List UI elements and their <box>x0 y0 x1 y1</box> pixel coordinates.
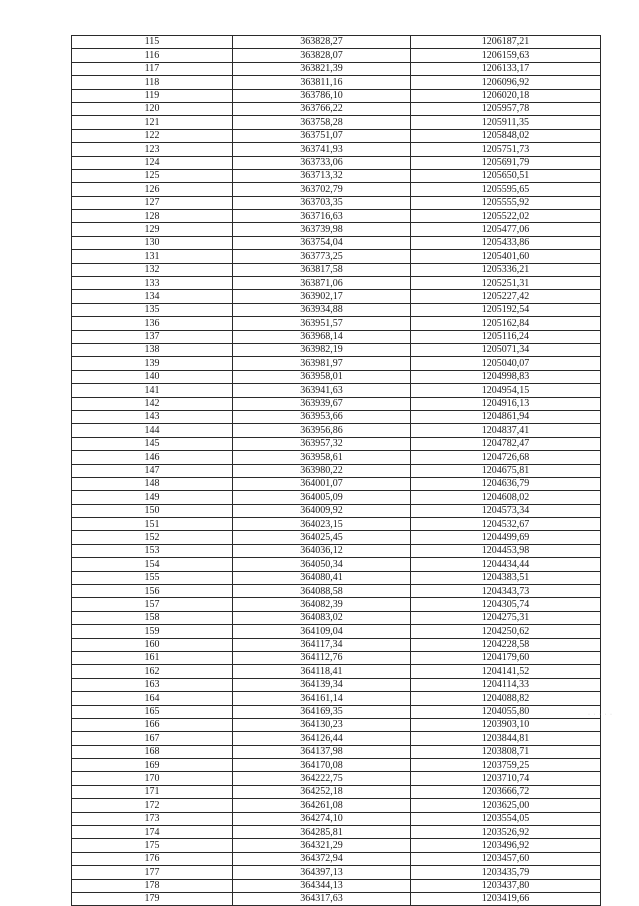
y-coordinate-cell: 1205650,51 <box>411 169 601 182</box>
table-row <box>72 49 601 62</box>
coordinates-table <box>71 35 601 906</box>
point-number-cell: 166 <box>72 718 233 731</box>
x-coordinate-cell: 363811,16 <box>233 76 411 89</box>
x-coordinate-cell: 364025,45 <box>233 531 411 544</box>
point-number-cell: 170 <box>72 772 233 785</box>
x-coordinate-cell: 364274,10 <box>233 812 411 825</box>
x-coordinate-cell: 363941,63 <box>233 384 411 397</box>
table-row <box>72 692 601 705</box>
point-number-cell: 163 <box>72 678 233 691</box>
table-row <box>72 678 601 691</box>
x-coordinate-cell: 363739,98 <box>233 223 411 236</box>
x-coordinate-cell: 363934,88 <box>233 303 411 316</box>
table-row <box>72 491 601 504</box>
y-coordinate-cell: 1204250,62 <box>411 625 601 638</box>
point-number-cell: 174 <box>72 826 233 839</box>
x-coordinate-cell: 363733,06 <box>233 156 411 169</box>
table-row <box>72 745 601 758</box>
table-row <box>72 303 601 316</box>
y-coordinate-cell: 1204114,33 <box>411 678 601 691</box>
table-row <box>72 143 601 156</box>
y-coordinate-cell: 1203903,10 <box>411 718 601 731</box>
table-row <box>72 290 601 303</box>
table-row <box>72 169 601 182</box>
point-number-cell: 127 <box>72 196 233 209</box>
y-coordinate-cell: 1204726,68 <box>411 451 601 464</box>
x-coordinate-cell: 364161,14 <box>233 692 411 705</box>
table-row <box>72 705 601 718</box>
point-number-cell: 147 <box>72 464 233 477</box>
x-coordinate-cell: 364109,04 <box>233 625 411 638</box>
y-coordinate-cell: 1204954,15 <box>411 384 601 397</box>
y-coordinate-cell: 1205162,84 <box>411 317 601 330</box>
y-coordinate-cell: 1204141,52 <box>411 665 601 678</box>
table-row <box>72 317 601 330</box>
x-coordinate-cell: 363951,57 <box>233 317 411 330</box>
point-number-cell: 159 <box>72 625 233 638</box>
y-coordinate-cell: 1203710,74 <box>411 772 601 785</box>
x-coordinate-cell: 363939,67 <box>233 397 411 410</box>
x-coordinate-cell: 363957,32 <box>233 437 411 450</box>
x-coordinate-cell: 363980,22 <box>233 464 411 477</box>
x-coordinate-cell: 363956,86 <box>233 424 411 437</box>
table-row <box>72 410 601 423</box>
y-coordinate-cell: 1203554,05 <box>411 812 601 825</box>
table-row <box>72 826 601 839</box>
point-number-cell: 154 <box>72 558 233 571</box>
table-row <box>72 665 601 678</box>
x-coordinate-cell: 364023,15 <box>233 518 411 531</box>
point-number-cell: 121 <box>72 116 233 129</box>
y-coordinate-cell: 1204228,58 <box>411 638 601 651</box>
x-coordinate-cell: 363981,97 <box>233 357 411 370</box>
y-coordinate-cell: 1203844,81 <box>411 732 601 745</box>
y-coordinate-cell: 1203419,66 <box>411 893 601 906</box>
y-coordinate-cell: 1206159,63 <box>411 49 601 62</box>
point-number-cell: 142 <box>72 397 233 410</box>
y-coordinate-cell: 1204434,44 <box>411 558 601 571</box>
table-row <box>72 611 601 624</box>
y-coordinate-cell: 1204916,13 <box>411 397 601 410</box>
point-number-cell: 119 <box>72 89 233 102</box>
point-number-cell: 144 <box>72 424 233 437</box>
y-coordinate-cell: 1205477,06 <box>411 223 601 236</box>
point-number-cell: 178 <box>72 879 233 892</box>
coordinates-table-body <box>72 36 601 906</box>
y-coordinate-cell: 1203496,92 <box>411 839 601 852</box>
y-coordinate-cell: 1205116,24 <box>411 330 601 343</box>
x-coordinate-cell: 364083,02 <box>233 611 411 624</box>
table-row <box>72 839 601 852</box>
x-coordinate-cell: 363958,61 <box>233 451 411 464</box>
table-row <box>72 196 601 209</box>
table-row <box>72 183 601 196</box>
y-coordinate-cell: 1205336,21 <box>411 263 601 276</box>
x-coordinate-cell: 363953,66 <box>233 410 411 423</box>
x-coordinate-cell: 364112,76 <box>233 651 411 664</box>
table-row <box>72 451 601 464</box>
x-coordinate-cell: 363821,39 <box>233 62 411 75</box>
y-coordinate-cell: 1203435,79 <box>411 866 601 879</box>
y-coordinate-cell: 1206187,21 <box>411 36 601 49</box>
x-coordinate-cell: 363716,63 <box>233 210 411 223</box>
y-coordinate-cell: 1203437,80 <box>411 879 601 892</box>
y-coordinate-cell: 1205071,34 <box>411 343 601 356</box>
x-coordinate-cell: 363786,10 <box>233 89 411 102</box>
point-number-cell: 120 <box>72 102 233 115</box>
x-coordinate-cell: 363758,28 <box>233 116 411 129</box>
y-coordinate-cell: 1205522,02 <box>411 210 601 223</box>
y-coordinate-cell: 1204573,34 <box>411 504 601 517</box>
point-number-cell: 176 <box>72 852 233 865</box>
table-row <box>72 571 601 584</box>
point-number-cell: 140 <box>72 370 233 383</box>
table-row <box>72 718 601 731</box>
table-row <box>72 263 601 276</box>
point-number-cell: 134 <box>72 290 233 303</box>
x-coordinate-cell: 364005,09 <box>233 491 411 504</box>
y-coordinate-cell: 1205040,07 <box>411 357 601 370</box>
y-coordinate-cell: 1204453,98 <box>411 544 601 557</box>
point-number-cell: 116 <box>72 49 233 62</box>
x-coordinate-cell: 364317,63 <box>233 893 411 906</box>
x-coordinate-cell: 363713,32 <box>233 169 411 182</box>
y-coordinate-cell: 1205595,65 <box>411 183 601 196</box>
y-coordinate-cell: 1204782,47 <box>411 437 601 450</box>
point-number-cell: 143 <box>72 410 233 423</box>
x-coordinate-cell: 364001,07 <box>233 477 411 490</box>
y-coordinate-cell: 1203666,72 <box>411 785 601 798</box>
table-row <box>72 102 601 115</box>
point-number-cell: 149 <box>72 491 233 504</box>
y-coordinate-cell: 1205227,42 <box>411 290 601 303</box>
point-number-cell: 122 <box>72 129 233 142</box>
x-coordinate-cell: 363703,35 <box>233 196 411 209</box>
y-coordinate-cell: 1203808,71 <box>411 745 601 758</box>
x-coordinate-cell: 364137,98 <box>233 745 411 758</box>
y-coordinate-cell: 1205555,92 <box>411 196 601 209</box>
x-coordinate-cell: 364036,12 <box>233 544 411 557</box>
y-coordinate-cell: 1204675,81 <box>411 464 601 477</box>
point-number-cell: 128 <box>72 210 233 223</box>
y-coordinate-cell: 1205911,35 <box>411 116 601 129</box>
point-number-cell: 139 <box>72 357 233 370</box>
point-number-cell: 157 <box>72 598 233 611</box>
y-coordinate-cell: 1203759,25 <box>411 759 601 772</box>
table-row <box>72 210 601 223</box>
point-number-cell: 153 <box>72 544 233 557</box>
x-coordinate-cell: 364344,13 <box>233 879 411 892</box>
table-row <box>72 531 601 544</box>
point-number-cell: 162 <box>72 665 233 678</box>
y-coordinate-cell: 1203625,00 <box>411 799 601 812</box>
point-number-cell: 158 <box>72 611 233 624</box>
point-number-cell: 136 <box>72 317 233 330</box>
table-row <box>72 76 601 89</box>
x-coordinate-cell: 364080,41 <box>233 571 411 584</box>
point-number-cell: 148 <box>72 477 233 490</box>
table-row <box>72 638 601 651</box>
scan-artifact: · · · · · <box>588 712 613 718</box>
x-coordinate-cell: 364118,41 <box>233 665 411 678</box>
y-coordinate-cell: 1204383,51 <box>411 571 601 584</box>
table-row <box>72 357 601 370</box>
table-row <box>72 116 601 129</box>
y-coordinate-cell: 1204088,82 <box>411 692 601 705</box>
table-row <box>72 785 601 798</box>
point-number-cell: 118 <box>72 76 233 89</box>
y-coordinate-cell: 1203526,92 <box>411 826 601 839</box>
x-coordinate-cell: 364050,34 <box>233 558 411 571</box>
point-number-cell: 161 <box>72 651 233 664</box>
x-coordinate-cell: 364252,18 <box>233 785 411 798</box>
x-coordinate-cell: 363741,93 <box>233 143 411 156</box>
x-coordinate-cell: 364397,13 <box>233 866 411 879</box>
y-coordinate-cell: 1204343,73 <box>411 585 601 598</box>
y-coordinate-cell: 1205192,54 <box>411 303 601 316</box>
y-coordinate-cell: 1204055,80 <box>411 705 601 718</box>
x-coordinate-cell: 364170,08 <box>233 759 411 772</box>
x-coordinate-cell: 363958,01 <box>233 370 411 383</box>
table-row <box>72 879 601 892</box>
point-number-cell: 160 <box>72 638 233 651</box>
table-row <box>72 236 601 249</box>
point-number-cell: 167 <box>72 732 233 745</box>
table-row <box>72 36 601 49</box>
y-coordinate-cell: 1206096,92 <box>411 76 601 89</box>
point-number-cell: 179 <box>72 893 233 906</box>
x-coordinate-cell: 364130,23 <box>233 718 411 731</box>
x-coordinate-cell: 363766,22 <box>233 102 411 115</box>
table-row <box>72 384 601 397</box>
x-coordinate-cell: 364117,34 <box>233 638 411 651</box>
table-row <box>72 370 601 383</box>
table-row <box>72 397 601 410</box>
point-number-cell: 124 <box>72 156 233 169</box>
x-coordinate-cell: 363968,14 <box>233 330 411 343</box>
point-number-cell: 152 <box>72 531 233 544</box>
x-coordinate-cell: 364321,29 <box>233 839 411 852</box>
x-coordinate-cell: 363828,27 <box>233 36 411 49</box>
table-row <box>72 464 601 477</box>
y-coordinate-cell: 1204861,94 <box>411 410 601 423</box>
point-number-cell: 156 <box>72 585 233 598</box>
point-number-cell: 135 <box>72 303 233 316</box>
x-coordinate-cell: 364082,39 <box>233 598 411 611</box>
table-row <box>72 518 601 531</box>
table-row <box>72 759 601 772</box>
x-coordinate-cell: 364009,92 <box>233 504 411 517</box>
y-coordinate-cell: 1204998,83 <box>411 370 601 383</box>
x-coordinate-cell: 364285,81 <box>233 826 411 839</box>
y-coordinate-cell: 1205401,60 <box>411 250 601 263</box>
y-coordinate-cell: 1204532,67 <box>411 518 601 531</box>
point-number-cell: 145 <box>72 437 233 450</box>
x-coordinate-cell: 364139,34 <box>233 678 411 691</box>
table-row <box>72 129 601 142</box>
table-row <box>72 330 601 343</box>
point-number-cell: 150 <box>72 504 233 517</box>
point-number-cell: 132 <box>72 263 233 276</box>
table-row <box>72 772 601 785</box>
y-coordinate-cell: 1204837,41 <box>411 424 601 437</box>
point-number-cell: 123 <box>72 143 233 156</box>
table-row <box>72 558 601 571</box>
x-coordinate-cell: 364222,75 <box>233 772 411 785</box>
table-row <box>72 585 601 598</box>
table-row <box>72 477 601 490</box>
point-number-cell: 168 <box>72 745 233 758</box>
table-row <box>72 250 601 263</box>
table-row <box>72 866 601 879</box>
x-coordinate-cell: 363751,07 <box>233 129 411 142</box>
point-number-cell: 126 <box>72 183 233 196</box>
point-number-cell: 173 <box>72 812 233 825</box>
table-row <box>72 799 601 812</box>
y-coordinate-cell: 1205433,86 <box>411 236 601 249</box>
table-row <box>72 62 601 75</box>
y-coordinate-cell: 1206020,18 <box>411 89 601 102</box>
point-number-cell: 165 <box>72 705 233 718</box>
x-coordinate-cell: 363817,58 <box>233 263 411 276</box>
table-row <box>72 852 601 865</box>
x-coordinate-cell: 363871,06 <box>233 277 411 290</box>
point-number-cell: 169 <box>72 759 233 772</box>
y-coordinate-cell: 1205751,73 <box>411 143 601 156</box>
table-row <box>72 223 601 236</box>
table-row <box>72 424 601 437</box>
table-row <box>72 544 601 557</box>
x-coordinate-cell: 363828,07 <box>233 49 411 62</box>
point-number-cell: 138 <box>72 343 233 356</box>
x-coordinate-cell: 364261,08 <box>233 799 411 812</box>
point-number-cell: 137 <box>72 330 233 343</box>
y-coordinate-cell: 1204305,74 <box>411 598 601 611</box>
point-number-cell: 125 <box>72 169 233 182</box>
table-row <box>72 893 601 906</box>
x-coordinate-cell: 364372,94 <box>233 852 411 865</box>
point-number-cell: 155 <box>72 571 233 584</box>
x-coordinate-cell: 363773,25 <box>233 250 411 263</box>
table-row <box>72 651 601 664</box>
point-number-cell: 129 <box>72 223 233 236</box>
y-coordinate-cell: 1204499,69 <box>411 531 601 544</box>
table-row <box>72 504 601 517</box>
table-row <box>72 598 601 611</box>
point-number-cell: 171 <box>72 785 233 798</box>
x-coordinate-cell: 364126,44 <box>233 732 411 745</box>
x-coordinate-cell: 363902,17 <box>233 290 411 303</box>
point-number-cell: 164 <box>72 692 233 705</box>
x-coordinate-cell: 363754,04 <box>233 236 411 249</box>
y-coordinate-cell: 1205957,78 <box>411 102 601 115</box>
y-coordinate-cell: 1204636,79 <box>411 477 601 490</box>
y-coordinate-cell: 1205691,79 <box>411 156 601 169</box>
table-row <box>72 625 601 638</box>
point-number-cell: 146 <box>72 451 233 464</box>
x-coordinate-cell: 364169,35 <box>233 705 411 718</box>
point-number-cell: 172 <box>72 799 233 812</box>
point-number-cell: 177 <box>72 866 233 879</box>
point-number-cell: 133 <box>72 277 233 290</box>
table-row <box>72 156 601 169</box>
table-row <box>72 89 601 102</box>
point-number-cell: 115 <box>72 36 233 49</box>
table-row <box>72 343 601 356</box>
y-coordinate-cell: 1204275,31 <box>411 611 601 624</box>
y-coordinate-cell: 1206133,17 <box>411 62 601 75</box>
table-row <box>72 277 601 290</box>
point-number-cell: 151 <box>72 518 233 531</box>
y-coordinate-cell: 1203457,60 <box>411 852 601 865</box>
y-coordinate-cell: 1205848,02 <box>411 129 601 142</box>
point-number-cell: 141 <box>72 384 233 397</box>
table-row <box>72 812 601 825</box>
x-coordinate-cell: 363982,19 <box>233 343 411 356</box>
x-coordinate-cell: 364088,58 <box>233 585 411 598</box>
y-coordinate-cell: 1204608,02 <box>411 491 601 504</box>
point-number-cell: 175 <box>72 839 233 852</box>
y-coordinate-cell: 1205251,31 <box>411 277 601 290</box>
point-number-cell: 131 <box>72 250 233 263</box>
table-row <box>72 732 601 745</box>
point-number-cell: 117 <box>72 62 233 75</box>
y-coordinate-cell: 1204179,60 <box>411 651 601 664</box>
table-row <box>72 437 601 450</box>
x-coordinate-cell: 363702,79 <box>233 183 411 196</box>
point-number-cell: 130 <box>72 236 233 249</box>
